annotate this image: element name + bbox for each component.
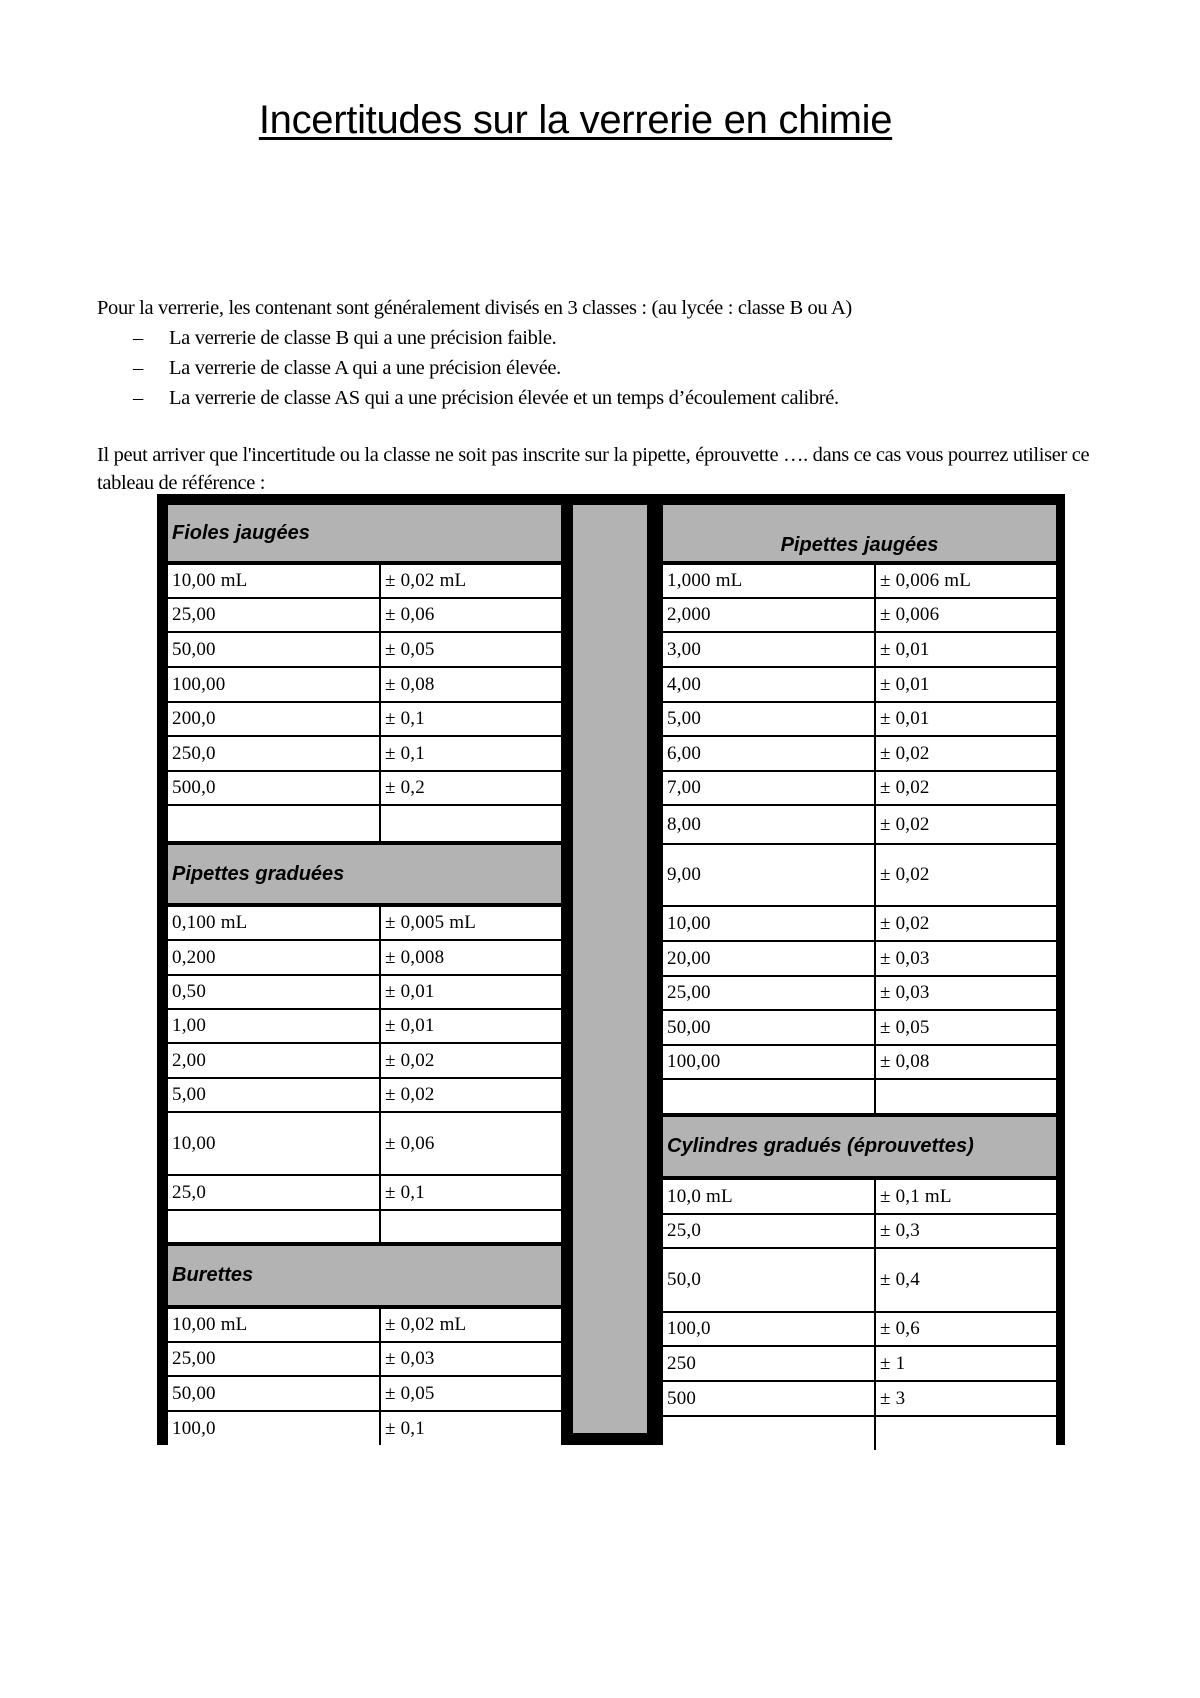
table-row xyxy=(168,772,561,806)
tolerance-cell: ± 0,008 xyxy=(385,946,445,968)
tolerance-cell xyxy=(381,806,561,841)
burettes-header: Burettes xyxy=(168,1246,561,1309)
volume-cell: 9,00 xyxy=(663,845,876,905)
volume-cell xyxy=(663,1080,876,1113)
tolerance-cell: ± 0,4 xyxy=(880,1269,920,1290)
tolerance-cell: ± 0,1 xyxy=(385,708,425,729)
page-title: Incertitudes sur la verrerie en chimie xyxy=(258,98,893,142)
volume-cell: 2,000 xyxy=(663,599,876,631)
pipettes-graduees-header: Pipettes graduées xyxy=(168,845,561,907)
volume-cell: 7,00 xyxy=(663,772,876,804)
volume-cell: 50,00 xyxy=(168,1377,381,1410)
tolerance-cell: ± 0,05 xyxy=(880,1016,930,1038)
volume-cell: 25,00 xyxy=(663,977,876,1009)
table-row xyxy=(168,976,561,1010)
volume-cell: 6,00 xyxy=(663,737,876,770)
table-row xyxy=(663,1215,1056,1249)
tolerance-cell: ± 0,1 xyxy=(385,1181,425,1203)
tolerance-cell: ± 0,01 xyxy=(880,708,930,729)
tolerance-cell xyxy=(876,1417,1056,1450)
volume-cell: 100,0 xyxy=(168,1412,381,1445)
volume-cell: 0,200 xyxy=(168,941,381,974)
volume-cell: 8,00 xyxy=(663,806,876,843)
table-row xyxy=(663,772,1056,806)
volume-cell: 25,0 xyxy=(168,1176,381,1209)
table-row xyxy=(168,703,561,737)
table-row xyxy=(168,633,561,668)
tolerance-cell: ± 0,006 xyxy=(880,604,940,625)
table-row xyxy=(168,1079,561,1113)
tolerance-cell: ± 0,05 xyxy=(385,1382,435,1404)
volume-cell: 100,00 xyxy=(663,1046,876,1078)
tolerance-cell: ± 0,02 xyxy=(385,1049,435,1071)
table-row xyxy=(168,737,561,772)
dash-bullet: – xyxy=(133,327,143,349)
table-row xyxy=(663,565,1056,599)
table-row xyxy=(168,1010,561,1044)
tolerance-cell: ± 0,1 mL xyxy=(880,1185,952,1207)
fioles-jaugees-header: Fioles jaugées xyxy=(168,505,561,565)
left-column xyxy=(168,505,561,1445)
tolerance-cell: ± 0,01 xyxy=(880,673,930,695)
volume-cell: 10,00 mL xyxy=(168,565,381,597)
table-row xyxy=(663,1080,1056,1117)
volume-cell: 100,0 xyxy=(663,1313,876,1345)
volume-cell: 25,00 xyxy=(168,1343,381,1375)
dash-bullet: – xyxy=(133,387,143,409)
table-row xyxy=(168,1211,561,1246)
table-row xyxy=(663,1180,1056,1215)
pipettes-jaugees-header: Pipettes jaugées xyxy=(663,505,1056,565)
volume-cell: 200,0 xyxy=(168,703,381,735)
tolerance-cell: ± 3 xyxy=(880,1387,906,1409)
list-item-text: La verrerie de classe A qui a une précision élevée. xyxy=(169,357,561,379)
reference-table xyxy=(157,494,1065,1445)
tolerance-cell: ± 0,3 xyxy=(880,1220,920,1241)
volume-cell: 10,00 mL xyxy=(168,1309,381,1341)
volume-cell: 5,00 xyxy=(168,1079,381,1111)
table-row xyxy=(663,668,1056,703)
tolerance-cell xyxy=(381,1211,561,1242)
list-item-text: La verrerie de classe B qui a une précision faible. xyxy=(169,327,557,349)
table-row xyxy=(663,1313,1056,1347)
tolerance-cell: ± 0,02 xyxy=(880,912,930,934)
tolerance-cell: ± 0,08 xyxy=(385,673,435,695)
table-row xyxy=(663,1046,1056,1080)
volume-cell xyxy=(663,1417,876,1450)
table-row xyxy=(168,565,561,599)
tolerance-cell: ± 0,02 xyxy=(385,1084,435,1105)
table-row xyxy=(168,1176,561,1211)
tolerance-cell: ± 0,1 xyxy=(385,1417,425,1439)
volume-cell: 250 xyxy=(663,1347,876,1380)
intro-paragraph: Pour la verrerie, les contenant sont généralement divisés en 3 classes : (au lycée : classe B ou A) xyxy=(97,297,852,319)
table-row xyxy=(663,1249,1056,1313)
tolerance-cell: ± 0,02 xyxy=(880,777,930,798)
volume-cell: 50,00 xyxy=(168,633,381,666)
table-row xyxy=(168,1044,561,1079)
table-row xyxy=(663,1347,1056,1382)
tolerance-cell xyxy=(876,1080,1056,1113)
table-row xyxy=(168,1309,561,1343)
table-row xyxy=(168,599,561,633)
tolerance-cell: ± 0,08 xyxy=(880,1051,930,1072)
table-row xyxy=(663,845,1056,907)
tolerance-cell: ± 0,02 mL xyxy=(385,1314,467,1335)
table-row xyxy=(168,907,561,941)
volume-cell: 25,0 xyxy=(663,1215,876,1247)
table-row xyxy=(663,942,1056,977)
volume-cell: 500 xyxy=(663,1382,876,1415)
volume-cell xyxy=(168,1211,381,1242)
table-row xyxy=(663,599,1056,633)
tolerance-cell: ± 0,02 xyxy=(880,864,930,885)
cylindres-gradues-header: Cylindres gradués (éprouvettes) xyxy=(663,1117,1056,1180)
tolerance-cell: ± 0,05 xyxy=(385,638,435,660)
dash-bullet: – xyxy=(133,357,143,379)
right-column xyxy=(663,505,1056,1450)
tolerance-cell: ± 0,2 xyxy=(385,777,425,798)
tolerance-cell: ± 0,006 mL xyxy=(880,570,972,591)
note-paragraph: Il peut arriver que l'incertitude ou la classe ne soit pas inscrite sur la pipette, éprouvette …. dans ce cas vous pourrez utiliser ce tableau de référence : xyxy=(97,444,1090,494)
tolerance-cell: ± 0,02 mL xyxy=(385,570,467,591)
tolerance-cell: ± 0,02 xyxy=(880,742,930,764)
volume-cell: 1,000 mL xyxy=(663,565,876,597)
table-row xyxy=(663,1011,1056,1046)
volume-cell: 25,00 xyxy=(168,599,381,631)
volume-cell: 1,00 xyxy=(168,1010,381,1042)
tolerance-cell: ± 1 xyxy=(880,1352,906,1374)
tolerance-cell: ± 0,03 xyxy=(880,982,930,1003)
table-row xyxy=(663,1382,1056,1417)
list-item xyxy=(131,323,839,353)
tolerance-cell: ± 0,03 xyxy=(385,1348,435,1369)
tolerance-cell: ± 0,01 xyxy=(880,638,930,660)
tolerance-cell: ± 0,06 xyxy=(385,604,435,625)
list-item xyxy=(131,383,839,413)
tolerance-cell: ± 0,005 mL xyxy=(385,912,477,933)
list-item-text: La verrerie de classe AS qui a une précision élevée et un temps d’écoulement calibré. xyxy=(169,387,839,409)
volume-cell: 500,0 xyxy=(168,772,381,804)
table-row xyxy=(168,668,561,703)
tolerance-cell: ± 0,03 xyxy=(880,947,930,969)
tolerance-cell: ± 0,6 xyxy=(880,1318,920,1339)
tolerance-cell: ± 0,01 xyxy=(385,981,435,1002)
volume-cell: 2,00 xyxy=(168,1044,381,1077)
table-divider xyxy=(567,505,653,1433)
volume-cell: 10,0 mL xyxy=(663,1180,876,1213)
volume-cell: 250,0 xyxy=(168,737,381,770)
table-row xyxy=(663,703,1056,737)
list-item xyxy=(131,353,839,383)
volume-cell: 0,100 mL xyxy=(168,907,381,939)
table-row xyxy=(168,806,561,845)
table-row xyxy=(663,907,1056,942)
table-row xyxy=(663,977,1056,1011)
volume-cell: 100,00 xyxy=(168,668,381,701)
volume-cell: 10,00 xyxy=(663,907,876,940)
volume-cell: 10,00 xyxy=(168,1113,381,1174)
table-row xyxy=(663,1417,1056,1450)
tolerance-cell: ± 0,1 xyxy=(385,742,425,764)
table-row xyxy=(168,1343,561,1377)
tolerance-cell: ± 0,02 xyxy=(880,813,930,835)
table-row xyxy=(663,737,1056,772)
volume-cell: 3,00 xyxy=(663,633,876,666)
volume-cell: 4,00 xyxy=(663,668,876,701)
tolerance-cell: ± 0,06 xyxy=(385,1132,435,1154)
tolerance-cell: ± 0,01 xyxy=(385,1015,435,1036)
volume-cell: 5,00 xyxy=(663,703,876,735)
table-row xyxy=(663,806,1056,845)
table-row xyxy=(168,1113,561,1176)
glassware-class-list xyxy=(131,323,839,413)
table-row xyxy=(168,1377,561,1412)
volume-cell: 0,50 xyxy=(168,976,381,1008)
volume-cell: 20,00 xyxy=(663,942,876,975)
volume-cell: 50,00 xyxy=(663,1011,876,1044)
table-row xyxy=(168,1412,561,1445)
volume-cell: 50,0 xyxy=(663,1249,876,1311)
table-row xyxy=(663,633,1056,668)
volume-cell xyxy=(168,806,381,841)
table-row xyxy=(168,941,561,976)
